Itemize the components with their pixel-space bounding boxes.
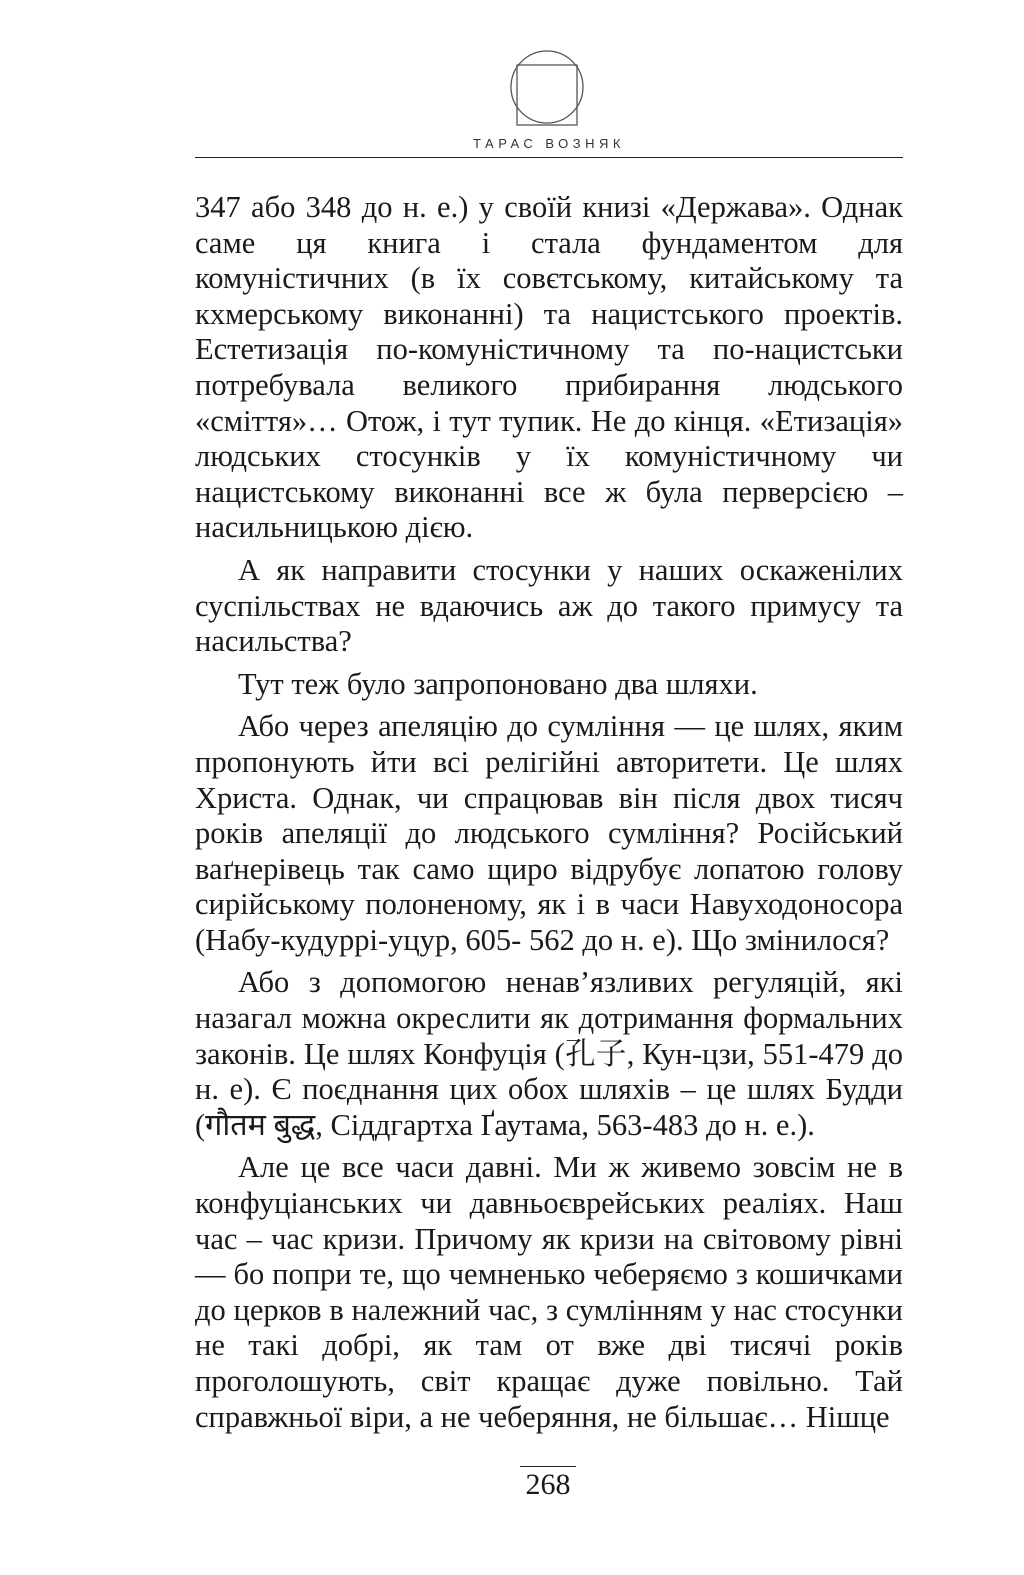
header-rule (195, 157, 903, 158)
paragraph-2: А як направити стосунки у наших оскаженілих суспільствах не вдаючись аж до такого примусу та насильства? (195, 552, 903, 659)
paragraph-4: Або через апеляцію до сумління — це шлях, яким пропонують йти всі релігійні авторитети. Це шлях Христа. Однак, чи спрацював він після двох тисяч років апеляції до людського сумління? Російський ваґнерівець так само щиро відрубує лопатою голову сирійському полоненому, як і в часи Навуходоносора (Набу-кудуррі-уцур, 605- 562 до н. е). Що змінилося? (195, 709, 903, 957)
circle-square-emblem-icon (509, 48, 585, 128)
body-text (195, 190, 903, 1435)
paragraph-3: Тут теж було запропоновано два шляхи. (238, 666, 758, 701)
page-number: 268 (520, 1466, 576, 1501)
paragraph-5: Або з допомогою ненав’язливих регуляцій, які назагал можна окреслити як дотримання формальних законів. Це шлях Конфуція (孔子, Кун-цзи, 551-479 до н. е). Є поєднання цих обох шляхів – це шлях Будди (गौतम बुद्ध, Сіддгартха Ґаутама, 563-483 до н. е.). (195, 965, 903, 1142)
paragraph-1: 347 або 348 до н. е.) у своїй книзі «Держава». Однак саме ця книга і стала фундаментом для комуністичних (в їх совєтському, китайському та кхмерському виконанні) та нацистського проектів. Естетизація по-комуністичному та по-нацистськи потребувала великого прибирання людського «сміття»… Отож, і тут тупик. Не до кінця. «Етизація» людських стосунків у їх комуністичному чи нацистському виконанні все ж була перверсією – насильницькою дією. (195, 190, 903, 545)
running-head-author: ТАРАС ВОЗНЯК (473, 136, 625, 151)
paragraph-6: Але це все часи давні. Ми ж живемо зовсім не в конфуціанських чи давньоєврейських реаліях. Наш час – час кризи. Причому як кризи на світовому рівні — бо попри те, що чемненько чеберяємо з кошичками до церков в належний час, з сумлінням у нас стосунки не такі добрі, як там от вже дві тисячі років проголошують, світ кращає дуже повільно. Тай справжньої віри, а не чеберяння, не більшає… Нішце (195, 1150, 903, 1434)
